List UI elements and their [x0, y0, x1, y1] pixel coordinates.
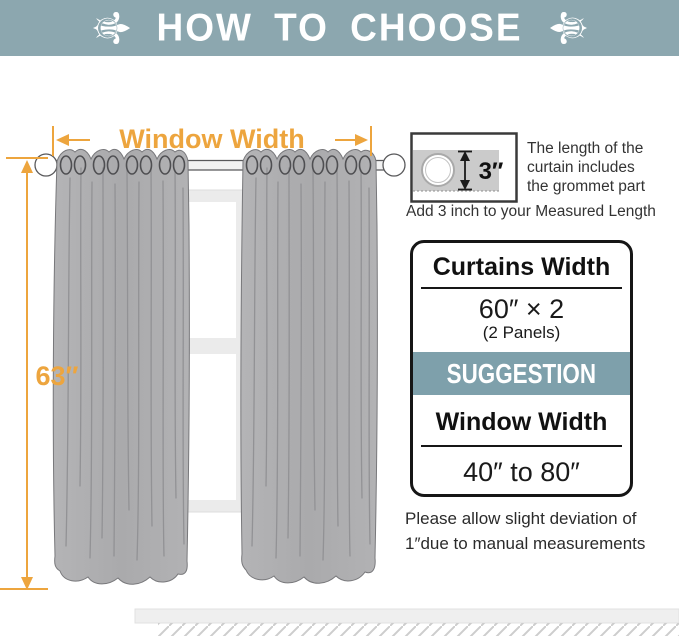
- window-width-value: 40″ to 80″: [463, 457, 580, 487]
- deviation-footnote-line: Please allow slight deviation of: [405, 509, 637, 528]
- curtains-width-panels: (2 Panels): [482, 323, 561, 342]
- curtains-width-value: 60″ × 2: [478, 294, 565, 324]
- fleur-de-lis-left-icon: ⚜: [81, 5, 140, 51]
- floor: [135, 609, 679, 636]
- window-width-label: Window Width: [119, 124, 305, 154]
- grommet-measurement-label: 3″: [478, 158, 504, 185]
- header-banner: [0, 0, 679, 56]
- suggestion-label: SUGGESTION: [446, 357, 597, 389]
- fleur-de-lis-right-icon: ⚜: [539, 5, 598, 51]
- grommet-description-line: The length of the: [527, 140, 644, 157]
- curtain-panel-right: [241, 149, 377, 583]
- floor-hatching: [158, 623, 679, 636]
- grommet-length-diagram: [410, 132, 518, 203]
- grommet-description-line: the grommet part: [527, 178, 646, 195]
- deviation-footnote-line: 1″due to manual measurements: [405, 534, 646, 553]
- grommet-description-line: curtain includes: [527, 159, 635, 176]
- size-suggestion-table: [410, 240, 633, 497]
- grommet-description: [527, 139, 645, 196]
- add-length-note: Add 3 inch to your Measured Length: [406, 203, 656, 220]
- suggestion-band: [413, 352, 630, 395]
- curtains-width-header: Curtains Width: [432, 253, 611, 281]
- curtains-width-cell: [413, 289, 630, 352]
- curtain-height-label: 63″: [35, 361, 79, 391]
- window-width-header: Window Width: [435, 408, 608, 436]
- deviation-footnote: [405, 506, 645, 556]
- rod-finial-right: [383, 154, 405, 176]
- page-title: HOW TO CHOOSE: [156, 6, 523, 49]
